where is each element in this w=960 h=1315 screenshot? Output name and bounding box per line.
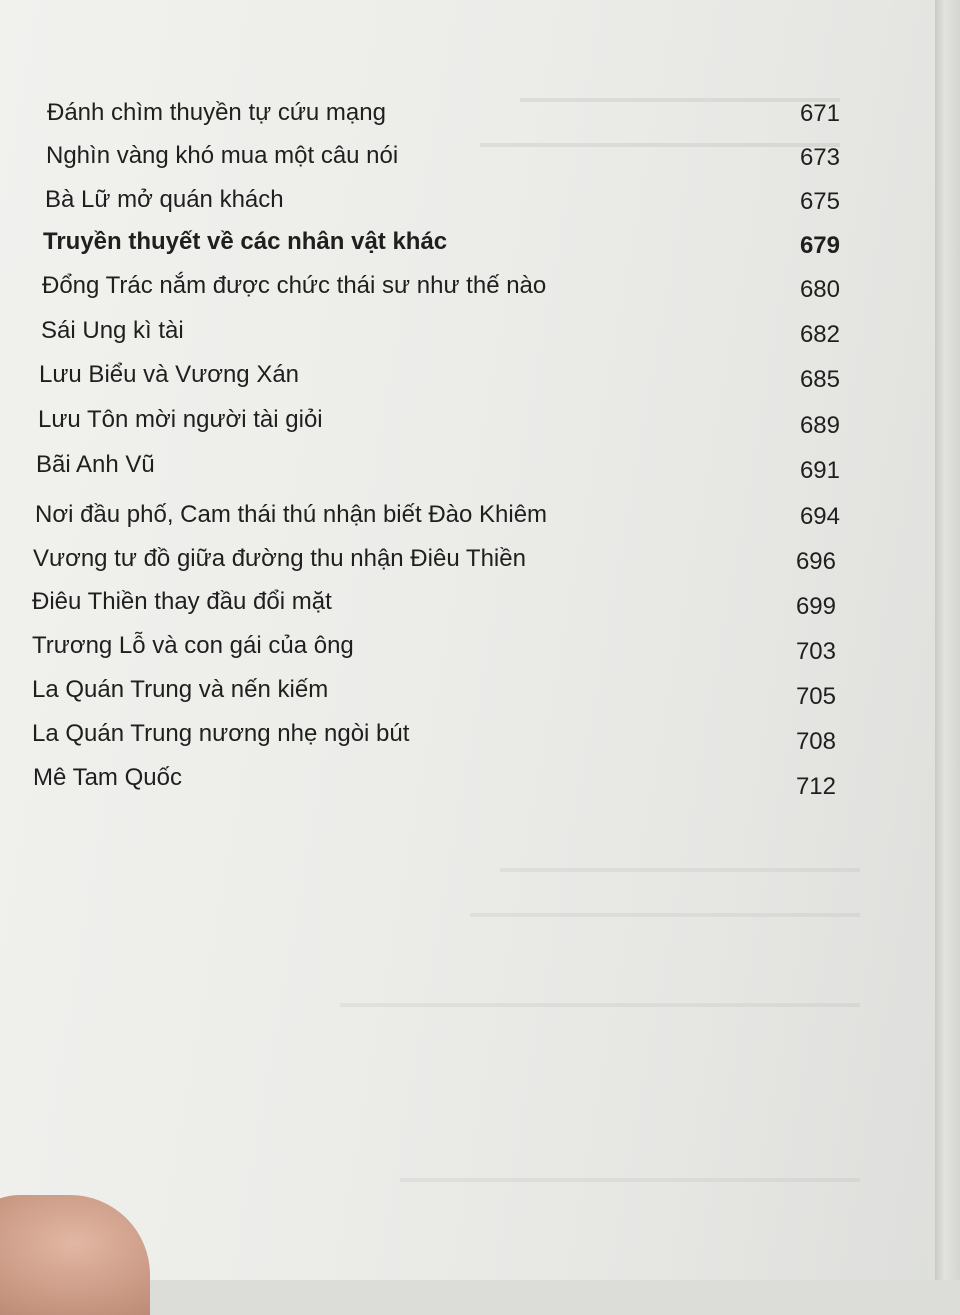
next-page-edge [935, 0, 960, 1280]
toc-entry-title: Mê Tam Quốc [33, 764, 182, 791]
toc-entry-page: 679 [799, 232, 840, 259]
toc-entry-page: 685 [799, 366, 840, 393]
toc-entry-page: 712 [795, 773, 836, 800]
toc-entry-page: 673 [799, 144, 840, 171]
toc-entry-page: 696 [795, 548, 836, 575]
toc-entry-title: Bà Lữ mở quán khách [45, 186, 284, 213]
toc-entry-title: Nghìn vàng khó mua một câu nói [46, 142, 399, 169]
toc-entry-title: La Quán Trung nương nhẹ ngòi bút [32, 720, 410, 747]
toc-entry-title: Lưu Tôn mời người tài giỏi [38, 406, 323, 433]
toc-entry-title: Điêu Thiền thay đầu đổi mặt [32, 588, 332, 615]
toc-section-heading: Truyền thuyết về các nhân vật khác [43, 228, 448, 255]
toc-entry-title: Bãi Anh Vũ [36, 451, 155, 478]
toc-entry-page: 680 [799, 276, 840, 303]
toc-entry-page: 694 [799, 503, 840, 530]
toc-entry-page: 671 [799, 100, 840, 127]
toc-entry-page: 689 [799, 412, 840, 439]
toc-entry-title: Trương Lỗ và con gái của ông [32, 632, 354, 659]
toc-entry-title: Nơi đầu phố, Cam thái thú nhận biết Đào Khiêm [35, 501, 548, 528]
toc-entry-page: 691 [799, 457, 840, 484]
toc-entry-page: 708 [795, 728, 836, 755]
toc-entry-page: 675 [799, 188, 840, 215]
toc-entry-page: 699 [795, 593, 836, 620]
toc-entry-title: Sái Ung kì tài [41, 317, 184, 344]
toc-entry-title: Lưu Biểu và Vương Xán [39, 361, 300, 388]
toc-entry-title: Đánh chìm thuyền tự cứu mạng [47, 99, 386, 126]
toc-entry-page: 682 [799, 321, 840, 348]
toc-entry-title: Đổng Trác nắm được chức thái sư như thế nào [42, 272, 547, 299]
toc-entry-title: La Quán Trung và nến kiếm [32, 676, 329, 703]
toc-entry-page: 703 [795, 638, 836, 665]
toc-entry-page: 705 [795, 683, 836, 710]
toc-entry-title: Vương tư đồ giữa đường thu nhận Điêu Thiền [33, 545, 526, 572]
